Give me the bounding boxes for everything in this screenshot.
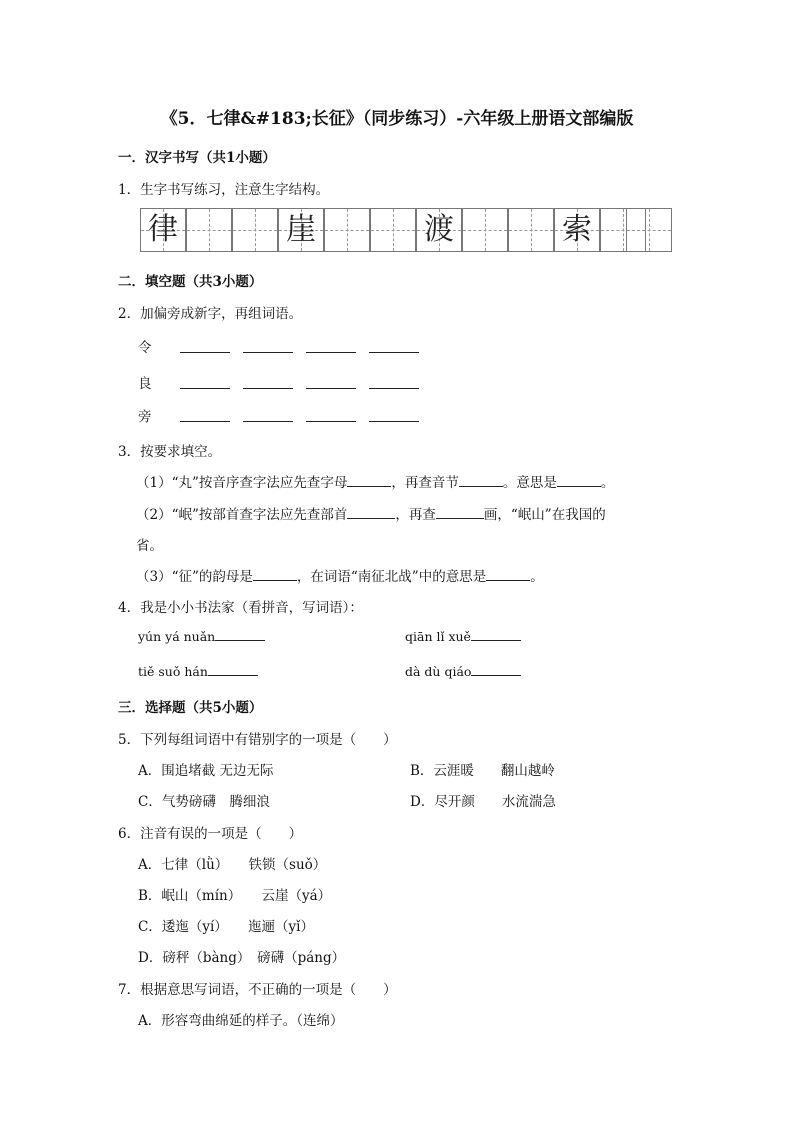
radical-row-label: 旁 xyxy=(138,409,152,425)
radical-row-label: 良 xyxy=(138,376,152,392)
q3-text: 。 xyxy=(600,475,615,491)
q3-part-3 xyxy=(136,565,544,585)
answer-blank[interactable] xyxy=(243,376,293,389)
pinyin-text: qiān lǐ xuě xyxy=(405,629,471,644)
grid-cell xyxy=(232,208,278,252)
section-heading-1: 一．汉字书写（共1小题） xyxy=(118,150,276,166)
answer-blank[interactable] xyxy=(306,340,356,353)
grid-cell xyxy=(324,208,370,252)
section-heading-2: 二．填空题（共3小题） xyxy=(118,274,263,290)
grid-character: 律 xyxy=(148,212,178,247)
pinyin-text: tiě suǒ hán xyxy=(138,664,208,679)
answer-blank[interactable] xyxy=(557,474,601,487)
answer-lines xyxy=(180,374,432,393)
option-c[interactable]: C．气势磅礴 腾细浪 xyxy=(138,794,270,810)
page-title: 《5．七律&#183;长征》（同步练习）-六年级上册语文部编版 xyxy=(160,109,634,129)
question-1: 1．生字书写练习，注意生字结构。 xyxy=(118,182,330,198)
pinyin-item xyxy=(138,628,265,644)
pinyin-text: dà dù qiáo xyxy=(405,664,472,679)
answer-blank[interactable] xyxy=(243,340,293,353)
question-7: 7．根据意思写词语，不正确的一项是（ ） xyxy=(118,982,397,998)
answer-blank[interactable] xyxy=(180,340,230,353)
option-b[interactable]: B．岷山（mín） 云崖（yá） xyxy=(138,888,332,904)
pinyin-text: yún yá nuǎn xyxy=(138,629,216,644)
question-5: 5．下列每组词语中有错别字的一项是（ ） xyxy=(118,732,397,748)
grid-cell xyxy=(370,208,416,252)
answer-blank[interactable] xyxy=(369,409,419,422)
q3-text: （2）“岷”按部首查字法应先查部首 xyxy=(136,507,348,523)
pinyin-item xyxy=(405,628,521,644)
answer-blank[interactable] xyxy=(253,568,297,581)
pinyin-item xyxy=(138,663,258,679)
option-a[interactable]: A．围追堵截 无边无际 xyxy=(138,763,274,779)
answer-blank[interactable] xyxy=(180,409,230,422)
q3-text: ，再查音节 xyxy=(391,475,459,491)
answer-blank[interactable] xyxy=(459,474,503,487)
grid-character: 崖 xyxy=(286,212,316,247)
answer-blank[interactable] xyxy=(436,506,484,519)
question-6: 6．注音有误的一项是（ ） xyxy=(118,826,303,842)
answer-blank[interactable] xyxy=(243,409,293,422)
option-a[interactable]: A．七律（lǜ） 铁锁（suǒ） xyxy=(138,857,327,873)
answer-blank[interactable] xyxy=(347,506,395,519)
section-heading-3: 三．选择题（共5小题） xyxy=(118,700,263,716)
option-a[interactable]: A．形容弯曲绵延的样子。（连绵） xyxy=(138,1013,344,1029)
answer-blank[interactable] xyxy=(369,340,419,353)
option-c[interactable]: C．逶迤（yí） 迤逦（yǐ） xyxy=(138,919,314,935)
grid-character: 索 xyxy=(562,212,592,247)
q3-text: 。意思是 xyxy=(502,475,557,491)
q3-part-2-continued: 省。 xyxy=(136,538,163,554)
question-2: 2．加偏旁成新字，再组词语。 xyxy=(118,306,303,322)
question-3: 3．按要求填空。 xyxy=(118,444,222,460)
q3-text: （3）“征”的韵母是 xyxy=(136,569,253,585)
q3-text: 画，“岷山”在我国的 xyxy=(483,507,606,523)
writing-grid xyxy=(140,208,672,252)
q3-text: （1）“丸”按音序查字法应先查字母 xyxy=(136,475,348,491)
grid-cell xyxy=(508,208,554,252)
grid-cell xyxy=(462,208,508,252)
q3-part-1 xyxy=(136,471,614,491)
answer-blank[interactable] xyxy=(306,409,356,422)
option-d[interactable]: D．尽开颜 水流湍急 xyxy=(410,794,556,810)
answer-blank[interactable] xyxy=(208,663,258,676)
question-4: 4．我是小小书法家（看拼音，写词语）： xyxy=(118,600,363,616)
q3-text: ，在词语“南征北战”中的意思是 xyxy=(296,569,487,585)
q3-part-2 xyxy=(136,503,606,523)
grid-cell xyxy=(626,208,672,252)
answer-blank[interactable] xyxy=(215,628,265,641)
answer-blank[interactable] xyxy=(347,474,391,487)
grid-cell xyxy=(186,208,232,252)
option-d[interactable]: D．磅秤（bàng） 磅礴（páng） xyxy=(138,950,346,966)
grid-character: 渡 xyxy=(424,212,454,247)
answer-blank[interactable] xyxy=(369,376,419,389)
answer-blank[interactable] xyxy=(471,628,521,641)
radical-row-label: 令 xyxy=(138,340,152,356)
pinyin-item xyxy=(405,663,521,679)
answer-blank[interactable] xyxy=(306,376,356,389)
answer-blank[interactable] xyxy=(471,663,521,676)
q3-text: 。 xyxy=(530,569,544,585)
answer-lines xyxy=(180,338,432,357)
answer-blank[interactable] xyxy=(486,568,530,581)
option-b[interactable]: B．云涯暖 翻山越岭 xyxy=(410,763,555,779)
answer-blank[interactable] xyxy=(180,376,230,389)
q3-text: ，再查 xyxy=(395,507,436,523)
answer-lines xyxy=(180,407,432,426)
